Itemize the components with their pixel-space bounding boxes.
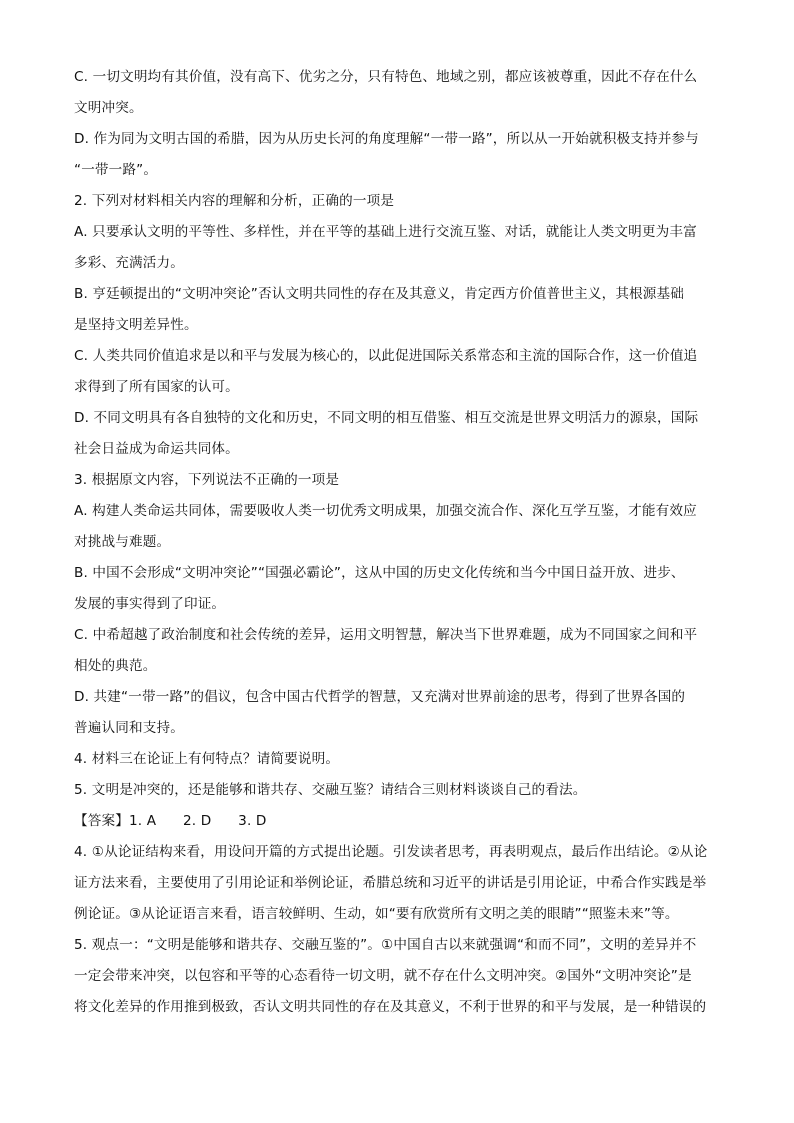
answer-4-line-3: 例论证。③从论证语言来看，语言较鲜明、生动，如“要有欣赏所有文明之美的眼睛”“照鉴未来”等。 (74, 906, 679, 922)
answer-5-line-3: 将文化差异的作用推到极致，否认文明共同性的存在及其意义，不利于世界的和平与发展，是一种错误的 (74, 999, 707, 1015)
q3-option-b-line-1: B. 中国不会形成“文明冲突论”“国强必霸论”，这从中国的历史文化传统和当今中国日益开放、进步、 (74, 565, 685, 581)
q2-option-d-line-1: D. 不同文明具有各自独特的文化和历史，不同文明的相互借鉴、相互交流是世界文明活力的源泉，国际 (74, 410, 699, 426)
option-c-line-1: C. 一切文明均有其价值，没有高下、优劣之分，只有特色、地域之别，都应该被尊重，因此不存在什么 (74, 69, 698, 85)
q3-option-c-line-1: C. 中希超越了政治制度和社会传统的差异，运用文明智慧，解决当下世界难题，成为不同国家之间和平 (74, 627, 698, 643)
question-3: 3. 根据原文内容，下列说法不正确的一项是 (74, 472, 340, 488)
q3-option-b-line-2: 发展的事实得到了印证。 (74, 596, 226, 612)
q2-option-d-line-2: 社会日益成为命运共同体。 (74, 441, 239, 457)
q3-option-a-line-2: 对挑战与难题。 (74, 534, 171, 550)
q2-option-b-line-1: B. 亨廷顿提出的“文明冲突论”否认文明共同性的存在及其意义，肯定西方价值普世主义，其根源基础 (74, 286, 685, 302)
q2-option-c-line-2: 求得到了所有国家的认可。 (74, 379, 239, 395)
option-d-line-1: D. 作为同为文明古国的希腊，因为从历史长河的角度理解“一带一路”，所以从一开始就积极支持并参与 (74, 131, 699, 147)
answer-5-line-2: 一定会带来冲突，以包容和平等的心态看待一切文明，就不存在什么文明冲突。②国外“文明冲突论”是 (74, 968, 692, 984)
q2-option-c-line-1: C. 人类共同价值追求是以和平与发展为核心的，以此促进国际关系常态和主流的国际合作，这一价值追 (74, 348, 698, 364)
q3-option-a-line-1: A. 构建人类命运共同体，需要吸收人类一切优秀文明成果，加强交流合作、深化互学互鉴，才能有效应 (74, 503, 697, 519)
q2-option-b-line-2: 是坚持文明差异性。 (74, 317, 198, 333)
q3-option-d-line-1: D. 共建“一带一路”的倡议，包含中国古代哲学的智慧，又充满对世界前途的思考，得到了世界各国的 (74, 689, 686, 705)
q2-option-a-line-2: 多彩、充满活力。 (74, 255, 184, 271)
q2-option-a-line-1: A. 只要承认文明的平等性、多样性，并在平等的基础上进行交流互鉴、对话，就能让人类文明更为丰富 (74, 224, 697, 240)
q3-option-c-line-2: 相处的典范。 (74, 658, 157, 674)
answer-4-line-2: 证方法来看，主要使用了引用论证和举例论证，希腊总统和习近平的讲话是引用论证，中希合作实践是举 (74, 875, 707, 891)
answer-choices: 1. A 2. D 3. D (128, 813, 267, 829)
question-2: 2. 下列对材料相关内容的理解和分析，正确的一项是 (74, 193, 395, 209)
question-5: 5. 文明是冲突的，还是能够和谐共存、交融互鉴？请结合三则材料谈谈自己的看法。 (74, 782, 587, 798)
answer-tag: 【答案】 (74, 813, 129, 829)
q3-option-d-line-2: 普遍认同和支持。 (74, 720, 184, 736)
answer-5-line-1: 5. 观点一：“文明是能够和谐共存、交融互鉴的”。①中国自古以来就强调“和而不同”，文明的差异并不 (74, 937, 697, 953)
option-d-line-2: “一带一路”。 (74, 162, 158, 178)
question-4: 4. 材料三在论证上有何特点？请简要说明。 (74, 751, 340, 767)
option-c-line-2: 文明冲突。 (74, 100, 143, 116)
answer-line (74, 806, 734, 837)
answer-4-line-1: 4. ①从论证结构来看，用设问开篇的方式提出论题。引发读者思考，再表明观点，最后作出结论。②从论 (74, 844, 708, 860)
document-body (74, 62, 734, 1023)
